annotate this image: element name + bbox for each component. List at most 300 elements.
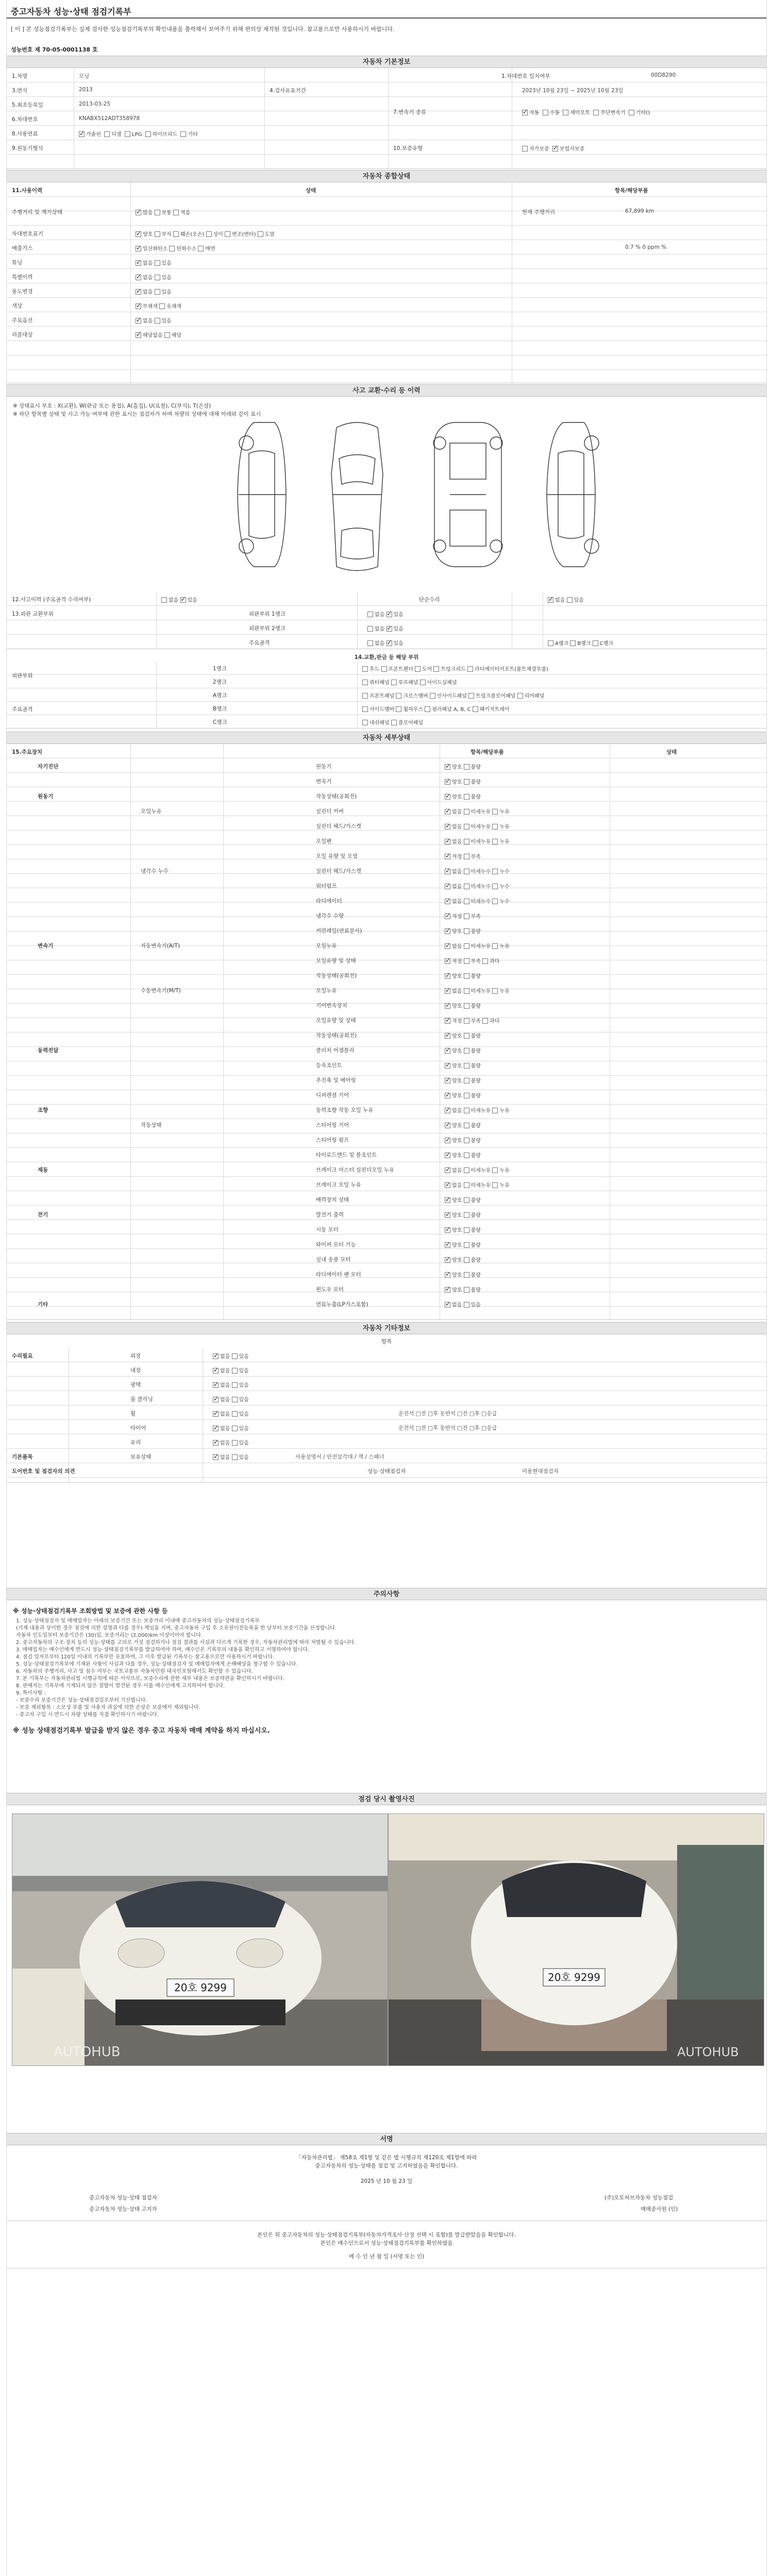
overall-row-label: 배출가스: [12, 245, 33, 251]
record-number-suffix: 호: [92, 46, 98, 53]
detail-item: 기어변속장치: [316, 1003, 347, 1009]
basic-value-1: 모닝: [79, 73, 90, 79]
detail-26-checkbox-0[interactable]: [445, 1153, 450, 1158]
detail-state-options: ✓ 없음 미세누유 누유: [445, 942, 510, 950]
accident-panel-title: 14.교환,판금 등 해당 부위: [354, 654, 419, 660]
overall-row-value: 67,899 km: [625, 208, 654, 214]
detail-state-options: ✓ 양호 불량: [445, 1211, 481, 1218]
detail-16-checkbox-0[interactable]: [445, 1003, 450, 1009]
overall-3-checkbox-1[interactable]: [155, 260, 160, 266]
fuel-hybrid-checkbox[interactable]: [145, 131, 151, 137]
detail-state-options: ✓ 양호 불량: [445, 972, 481, 979]
detail-21-checkbox-0[interactable]: [445, 1078, 450, 1083]
detail-30-checkbox-1[interactable]: [464, 1212, 469, 1218]
detail-19-checkbox-1[interactable]: [464, 1048, 469, 1054]
overall-2-checkbox-2[interactable]: [198, 246, 204, 251]
detail-item: 디퍼렌셜 기어: [316, 1092, 349, 1098]
section-sign: 서명: [7, 2133, 766, 2145]
detail-11-checkbox-1[interactable]: [464, 928, 469, 934]
detail-20-checkbox-1[interactable]: [464, 1063, 469, 1069]
accident-row-label: 12.사고이력 (주요골격 수리여부): [12, 597, 91, 603]
panel-left-outer: 외판부위: [12, 673, 33, 679]
accident-3-checkbox-1[interactable]: [386, 640, 392, 646]
overall-8-checkbox-1[interactable]: [164, 332, 170, 338]
detail-state-options: ✓ 없음 미세누유 누유: [445, 987, 510, 994]
accident-3-checkbox-0[interactable]: [367, 640, 373, 646]
accident-2-checkbox-1[interactable]: [386, 626, 392, 632]
buyer-signature-line[interactable]: 매 수 인 년 월 일 (서명 또는 인): [348, 2253, 425, 2260]
overall-5-checkbox-1[interactable]: [155, 289, 160, 295]
fuel-diesel-checkbox[interactable]: [104, 131, 110, 137]
panel-3-checkbox-2[interactable]: [425, 706, 430, 712]
accident-row-options: 없음 ✓있음: [367, 639, 404, 647]
panel-2-checkbox-0[interactable]: [362, 693, 368, 699]
other-item: 외장: [130, 1353, 141, 1359]
detail-2-checkbox-1[interactable]: [464, 794, 469, 800]
other-label2: 성능·상태점검자: [367, 1468, 406, 1475]
overall-4-checkbox-1[interactable]: [155, 275, 160, 280]
overall-6-checkbox-0[interactable]: [136, 303, 141, 309]
detail-9-checkbox-2[interactable]: [492, 899, 498, 904]
overall-2-checkbox-1[interactable]: [169, 246, 175, 251]
overall-row-label: 주행거리 및 계기상태: [12, 209, 62, 215]
detail-item: 실린더 헤드/가스켓: [316, 823, 362, 829]
detail-8-checkbox-0[interactable]: [445, 884, 450, 889]
detail-24-checkbox-1[interactable]: [464, 1123, 469, 1128]
detail-31-checkbox-0[interactable]: [445, 1227, 450, 1233]
detail-15-checkbox-2[interactable]: [492, 988, 498, 994]
detail-state-options: ✓ 양호 불량: [445, 1226, 481, 1233]
detail-12-checkbox-1[interactable]: [464, 943, 469, 949]
other-item: 보유상태: [130, 1454, 152, 1460]
panel-1-checkbox-1[interactable]: [391, 680, 397, 685]
accident-0-checkbox-0[interactable]: [161, 597, 167, 603]
detail-item: 라디에이터 팬 모터: [316, 1272, 361, 1278]
notes-line: 5. 성능·상태점검기록부에 기재된 사항이 사실과 다를 경우, 성능·상태점검자 및 매매업자에게 손해배상을 청구할 수 있습니다.: [16, 1662, 298, 1667]
detail-6-checkbox-1[interactable]: [464, 854, 469, 859]
title-divider: [7, 18, 766, 19]
detail-item: 작동상태(공회전): [316, 793, 357, 800]
inspector-label: 중고자동차 성능·상태 점검자: [89, 2195, 157, 2201]
detail-11-checkbox-0[interactable]: [445, 928, 450, 934]
detail-item: 변속기: [316, 778, 332, 785]
detail-28-checkbox-0[interactable]: [445, 1182, 450, 1188]
accident2-0-checkbox-1[interactable]: [567, 597, 573, 603]
section-basic-info: 자동차 기본정보: [7, 56, 766, 68]
detail-state-options: ✓ 양호 불량: [445, 927, 481, 935]
detail-34-checkbox-1[interactable]: [464, 1272, 469, 1278]
overall-7-checkbox-0[interactable]: [136, 318, 141, 324]
detail-31-checkbox-1[interactable]: [464, 1227, 469, 1233]
overall-1-checkbox-5[interactable]: [258, 231, 263, 237]
detail-state-options: ✓ 양호 불량: [445, 1031, 481, 1039]
other-0-checkbox-1[interactable]: [232, 1353, 238, 1359]
transmission-auto-checkbox[interactable]: [522, 110, 528, 115]
detail-state-options: ✓ 양호 불량: [445, 1241, 481, 1248]
other-2-checkbox-0[interactable]: [213, 1382, 219, 1388]
other-7-checkbox-0[interactable]: [213, 1454, 219, 1460]
overall-row-note: 현재 주행거리: [522, 209, 556, 215]
detail-9-checkbox-0[interactable]: [445, 899, 450, 904]
other-options: ✓ 없음 있음: [213, 1438, 249, 1446]
overall-row-label: 리콜대상: [12, 332, 33, 338]
panel-4-checkbox-1[interactable]: [391, 720, 397, 725]
other-extra: 운전석 □전 □후 동반석 □전 □후 □응급: [398, 1425, 497, 1431]
detail-9-checkbox-1[interactable]: [464, 899, 469, 904]
detail-2-checkbox-0[interactable]: [445, 794, 450, 800]
detail-27-checkbox-0[interactable]: [445, 1167, 450, 1173]
detail-col-2: 항목/해당부품: [470, 749, 504, 755]
detail-24-checkbox-0[interactable]: [445, 1123, 450, 1128]
other-4-checkbox-1[interactable]: [232, 1411, 238, 1417]
panel-0-checkbox-0[interactable]: [362, 666, 368, 672]
detail-18-checkbox-1[interactable]: [464, 1033, 469, 1039]
overall-col-price: 항목/해당부품: [615, 188, 648, 194]
detail-15-checkbox-0[interactable]: [445, 988, 450, 994]
fuel-other-checkbox[interactable]: [180, 131, 186, 137]
plate-text-front: 20호 9299: [174, 1981, 227, 1994]
other-7-checkbox-1[interactable]: [232, 1454, 238, 1460]
other-0-checkbox-0[interactable]: [213, 1353, 219, 1359]
detail-22-checkbox-0[interactable]: [445, 1093, 450, 1098]
detail-22-checkbox-1[interactable]: [464, 1093, 469, 1098]
detail-26-checkbox-1[interactable]: [464, 1153, 469, 1158]
accident3-3-checkbox-2[interactable]: [593, 640, 598, 646]
document-title: 중고자동차 성능·상태 점검기록부: [11, 7, 131, 16]
detail-8-checkbox-1[interactable]: [464, 884, 469, 889]
detail-14-checkbox-1[interactable]: [464, 973, 469, 979]
detail-group: 제동: [38, 1167, 48, 1173]
notes-line: 자동차 인도일부터 보증기간은 (30)일, 보증거리는 (2,000)km 이상이어야 합니다.: [16, 1633, 203, 1638]
panel-3-checkbox-0[interactable]: [362, 706, 368, 712]
inspection-photo-rear: [388, 1814, 764, 2066]
detail-state-options: ✓ 양호 불량: [445, 792, 481, 800]
notes-line: 9. 특이사항 :: [16, 1690, 46, 1696]
notes-line: 4. 점검 일자로부터 120일 이내의 기록부만 유효하며, 그 이후 발급된 기록부는 참고용으로만 사용하시기 바랍니다.: [16, 1654, 275, 1660]
other-item: 유리: [130, 1439, 141, 1446]
panel-2-checkbox-4[interactable]: [517, 693, 523, 699]
dealer-value: 매매종사원 (인): [641, 2206, 678, 2212]
detail-30-checkbox-0[interactable]: [445, 1212, 450, 1218]
accident-row-label: 13.외판 교환부위: [12, 611, 54, 617]
detail-8-checkbox-2[interactable]: [492, 884, 498, 889]
other-6-checkbox-1[interactable]: [232, 1440, 238, 1446]
section-accident: 사고 교환·수리 등 이력: [7, 384, 766, 397]
detail-col-3: 상태: [666, 749, 677, 755]
basic-label-3b: 7.변속기 종류: [393, 109, 427, 115]
other-5-checkbox-0[interactable]: [213, 1426, 219, 1431]
detail-0-checkbox-1[interactable]: [464, 764, 469, 770]
panel-2-checkbox-3[interactable]: [468, 693, 474, 699]
overall-row-label: 주요옵션: [12, 317, 33, 324]
detail-item: 작동상태(공회전): [316, 973, 357, 979]
sign-line-2: 중고자동차의 성능·상태를 점검 및 고지하였음을 확인합니다.: [315, 2163, 458, 2169]
accident3-3-checkbox-1[interactable]: [570, 640, 576, 646]
basic-label-1: 1.차명: [12, 73, 28, 79]
accident-row-options2: ✓ 없음 있음: [548, 596, 584, 603]
overall-0-checkbox-2[interactable]: [173, 210, 179, 215]
other-options: ✓ 없음 있음: [213, 1352, 249, 1360]
detail-0-checkbox-0[interactable]: [445, 764, 450, 770]
detail-item: 오일유량 및 상태: [316, 1018, 356, 1024]
detail-state-options: ✓ 없음 미세누유 누유: [445, 1166, 510, 1174]
warranty-options: 자가보증 ✓ 보험사보증: [522, 144, 584, 152]
other-options: ✓ 없음 있음: [213, 1410, 249, 1417]
detail-item: 워터펌프: [316, 883, 337, 889]
accident-row-options: 없음 ✓있음: [367, 624, 404, 632]
detail-item: 시동 모터: [316, 1227, 339, 1233]
overall-0-checkbox-1[interactable]: [155, 210, 160, 215]
section-other: 자동차 기타정보: [7, 1322, 766, 1334]
accident-row-label2: 단순수리: [419, 597, 440, 603]
detail-28-checkbox-1[interactable]: [464, 1182, 469, 1188]
fuel-options: ✓ 가솔린 디젤 LPG 하이브리드 기타: [79, 130, 198, 138]
detail-item: 오일 유량 및 오염: [316, 853, 358, 859]
panel-3-checkbox-1[interactable]: [396, 706, 401, 712]
detail-item: 스티어링 기어: [316, 1122, 349, 1128]
detail-17-checkbox-2[interactable]: [482, 1018, 488, 1024]
panel-0-checkbox-4[interactable]: [467, 666, 473, 672]
detail-4-checkbox-0[interactable]: [445, 824, 450, 829]
detail-20-checkbox-0[interactable]: [445, 1063, 450, 1069]
accident-2-checkbox-0[interactable]: [367, 626, 373, 632]
detail-item: 실린더 헤드/가스켓: [316, 868, 362, 874]
overall-0-checkbox-0[interactable]: [136, 210, 141, 215]
detail-10-checkbox-1[interactable]: [464, 913, 469, 919]
detail-group: 자기진단: [38, 764, 59, 770]
car-diagram: [223, 412, 615, 577]
detail-7-checkbox-0[interactable]: [445, 869, 450, 874]
detail-36-checkbox-0[interactable]: [445, 1302, 450, 1308]
detail-item: 발전기 출력: [316, 1212, 344, 1218]
detail-33-checkbox-0[interactable]: [445, 1257, 450, 1263]
panel-2-checkbox-1[interactable]: [396, 693, 401, 699]
detail-3-checkbox-0[interactable]: [445, 809, 450, 815]
detail-item: 오일누유: [316, 943, 337, 949]
notes-line: 3. 매매업자는 매수인에게 반드시 성능·상태점검기록부를 발급하여야 하며, 매수인은 기록부의 내용을 확인하고 서명하여야 합니다.: [16, 1647, 310, 1653]
notes-line: (기재 내용과 상이한 경우 점검에 의한 설명과 다를 경우) 책임을 지며, 중고자동차 구입 후 소유권이전등록을 한 날부터 보증기간을 산정합니다.: [16, 1625, 337, 1631]
detail-state-options: ✓ 양호 불량: [445, 1285, 481, 1293]
panel-1-checkbox-0[interactable]: [362, 680, 368, 685]
detail-23-checkbox-1[interactable]: [464, 1108, 469, 1113]
warranty-self-checkbox[interactable]: [522, 146, 528, 151]
detail-12-checkbox-0[interactable]: [445, 943, 450, 949]
overall-col-item: 11.사용이력: [12, 188, 43, 194]
detail-5-checkbox-2[interactable]: [492, 839, 498, 844]
fuel-gasoline-checkbox[interactable]: [79, 131, 85, 137]
overall-1-checkbox-4[interactable]: [225, 231, 230, 237]
detail-3-checkbox-1[interactable]: [464, 809, 469, 815]
detail-27-checkbox-2[interactable]: [492, 1167, 498, 1173]
overall-row-options: ✓ 많음 보통 적음: [136, 208, 190, 216]
accident-row-extra: A랭크 B랭크 C랭크: [548, 639, 613, 647]
detail-18-checkbox-0[interactable]: [445, 1033, 450, 1039]
other-3-checkbox-1[interactable]: [232, 1397, 238, 1402]
detail-item: 냉각수 수량: [316, 913, 344, 919]
accident-legend-1: ※ 상태표시 부호 : X(교환), W(판금 또는 용접), A(흠집), U(요철), C(부식), T(손상): [13, 403, 211, 409]
detail-state-options: ✓ 없음 미세누수 누수: [445, 867, 510, 875]
basic-value-2b: 2023년 10월 23일 ~ 2025년 10월 23일: [522, 88, 624, 94]
overall-8-checkbox-0[interactable]: [136, 332, 141, 338]
other-group: 수리필요: [12, 1353, 33, 1359]
detail-item: 추진축 및 베어링: [316, 1077, 356, 1083]
detail-35-checkbox-1[interactable]: [464, 1287, 469, 1293]
overall-7-checkbox-1[interactable]: [155, 318, 160, 324]
detail-state-options: ✓ 양호 불량: [445, 1061, 481, 1069]
confirm-line-2: 본인은 매수인으로서 성능·상태점검기록부를 확인하였음: [320, 2240, 453, 2246]
detail-item: 실린더 커버: [316, 808, 344, 815]
inspection-photo-front: [12, 1814, 388, 2066]
panel-rank: A랭크: [213, 692, 227, 699]
detail-6-checkbox-0[interactable]: [445, 854, 450, 859]
panel-4-checkbox-0[interactable]: [362, 720, 368, 725]
basic-label-5: 8.사용연료: [12, 131, 38, 137]
transmission-semi-checkbox[interactable]: [563, 110, 568, 115]
detail-25-checkbox-1[interactable]: [464, 1138, 469, 1143]
detail-state-options: ✓ 없음 미세누수 누수: [445, 882, 510, 890]
detail-7-checkbox-1[interactable]: [464, 869, 469, 874]
detail-13-checkbox-1[interactable]: [464, 958, 469, 964]
overall-1-checkbox-1[interactable]: [155, 231, 160, 237]
other-2-checkbox-1[interactable]: [232, 1382, 238, 1388]
detail-item: 연료누출(LP가스포함): [316, 1301, 368, 1308]
detail-state-options: ✓ 양호 불량: [445, 1270, 481, 1278]
overall-3-checkbox-0[interactable]: [136, 260, 141, 266]
detail-group: 동력전달: [38, 1047, 59, 1054]
detail-state-options: ✓ 적정 부족: [445, 852, 481, 860]
panel-1-checkbox-2[interactable]: [420, 680, 426, 685]
detail-3-checkbox-2[interactable]: [492, 809, 498, 815]
detail-state-options: ✓ 없음 미세누유 누유: [445, 1106, 510, 1114]
detail-4-checkbox-2[interactable]: [492, 824, 498, 829]
accident-row-sub: 외판부위 1랭크: [249, 611, 285, 617]
other-options: ✓ 없음 있음: [213, 1424, 249, 1432]
other-1-checkbox-1[interactable]: [232, 1368, 238, 1374]
other-1-checkbox-0[interactable]: [213, 1368, 219, 1374]
detail-state-options: ✓ 적정 부족 과다: [445, 957, 499, 964]
accident-0-checkbox-1[interactable]: [180, 597, 186, 603]
detail-14-checkbox-0[interactable]: [445, 973, 450, 979]
detail-32-checkbox-1[interactable]: [464, 1242, 469, 1248]
other-3-checkbox-0[interactable]: [213, 1397, 219, 1402]
detail-36-checkbox-1[interactable]: [464, 1302, 469, 1308]
overall-6-checkbox-1[interactable]: [159, 303, 165, 309]
transmission-manual-checkbox[interactable]: [543, 110, 548, 115]
other-extra: 운전석 □전 □후 동반석 □전 □후 □응급: [398, 1411, 497, 1417]
detail-35-checkbox-0[interactable]: [445, 1287, 450, 1293]
notes-line: - 보증 제외항목 : 소모성 부품 및 사용자 과실에 의한 손상은 보증에서 제외됩니다.: [16, 1705, 200, 1710]
notes-line: 6. 자동차의 주행거리, 사고 및 침수 여부는 국토교통부 자동차민원 대국민포털에서도 확인할 수 있습니다.: [16, 1669, 253, 1674]
basic-value-2: 2013: [79, 87, 93, 93]
overall-1-checkbox-2[interactable]: [173, 231, 179, 237]
document: [6, 0, 767, 2576]
detail-group: 원동기: [38, 793, 54, 800]
overall-4-checkbox-0[interactable]: [136, 275, 141, 280]
detail-7-checkbox-2[interactable]: [492, 869, 498, 874]
overall-5-checkbox-0[interactable]: [136, 289, 141, 295]
panel-rank: B랭크: [213, 706, 227, 712]
panel-2-checkbox-2[interactable]: [430, 693, 435, 699]
detail-4-checkbox-1[interactable]: [464, 824, 469, 829]
other-4-checkbox-0[interactable]: [213, 1411, 219, 1417]
detail-15-checkbox-1[interactable]: [464, 988, 469, 994]
detail-21-checkbox-1[interactable]: [464, 1078, 469, 1083]
detail-32-checkbox-0[interactable]: [445, 1242, 450, 1248]
section-notes: 주의사항: [7, 1588, 766, 1600]
detail-10-checkbox-0[interactable]: [445, 913, 450, 919]
detail-17-checkbox-0[interactable]: [445, 1018, 450, 1024]
detail-group: 조향: [38, 1107, 48, 1113]
detail-27-checkbox-1[interactable]: [464, 1167, 469, 1173]
detail-13-checkbox-0[interactable]: [445, 958, 450, 964]
detail-13-checkbox-2[interactable]: [482, 958, 488, 964]
notes-title-1: ※ 성능·상태점검기록부 조회방법 및 보증에 관한 사항 등: [13, 1607, 168, 1615]
transmission-options: ✓ 자동 수동 세미오토 무단변속기 기타(): [522, 108, 650, 116]
detail-17-checkbox-1[interactable]: [464, 1018, 469, 1024]
photo-watermark-rear: AUTOHUB: [677, 2045, 739, 2059]
transmission-other-checkbox[interactable]: [629, 110, 634, 115]
panel-0-checkbox-3[interactable]: [433, 666, 439, 672]
accident-1-checkbox-0[interactable]: [367, 612, 373, 617]
detail-25-checkbox-0[interactable]: [445, 1138, 450, 1143]
detail-5-checkbox-0[interactable]: [445, 839, 450, 844]
accident3-3-checkbox-0[interactable]: [548, 640, 553, 646]
warranty-insurer-checkbox[interactable]: [552, 146, 558, 151]
detail-23-checkbox-2[interactable]: [492, 1108, 498, 1113]
detail-29-checkbox-0[interactable]: [445, 1197, 450, 1203]
accident-1-checkbox-1[interactable]: [386, 612, 392, 617]
detail-1-checkbox-1[interactable]: [464, 779, 469, 785]
detail-sub: 오일누유: [141, 808, 162, 815]
overall-row-options: ✓ 해당없음 해당: [136, 331, 181, 338]
other-6-checkbox-0[interactable]: [213, 1440, 219, 1446]
basic-label-2: 3.연식: [12, 88, 28, 94]
basic-info-table: [7, 68, 766, 169]
detail-5-checkbox-1[interactable]: [464, 839, 469, 844]
detail-29-checkbox-1[interactable]: [464, 1197, 469, 1203]
basic-label-1c: 1.차대번호 일치여부: [501, 73, 550, 79]
detail-34-checkbox-0[interactable]: [445, 1272, 450, 1278]
detail-group: 전기: [38, 1212, 48, 1218]
panel-3-checkbox-3[interactable]: [473, 706, 478, 712]
panel-0-checkbox-1[interactable]: [381, 666, 387, 672]
detail-12-checkbox-2[interactable]: [492, 943, 498, 949]
detail-state-options: ✓ 적정 부족 과다: [445, 1016, 499, 1024]
detail-col-1: 15.주요장치: [12, 749, 43, 755]
accident2-0-checkbox-0[interactable]: [548, 597, 553, 603]
detail-19-checkbox-0[interactable]: [445, 1048, 450, 1054]
other-item: 타이어: [130, 1425, 146, 1431]
detail-28-checkbox-2[interactable]: [492, 1182, 498, 1188]
overall-2-checkbox-0[interactable]: [136, 246, 141, 251]
other-item: 광택: [130, 1382, 141, 1388]
transmission-cvt-checkbox[interactable]: [593, 110, 599, 115]
detail-item: 작동상태(공회전): [316, 1032, 357, 1039]
confirm-line-1: 본인은 위 중고자동차의 성능·상태점검기록부(자동차가격조사·산정 선택 시 포함)를 발급받았음을 확인합니다.: [257, 2232, 516, 2238]
detail-1-checkbox-0[interactable]: [445, 779, 450, 785]
overall-1-checkbox-3[interactable]: [206, 231, 212, 237]
overall-1-checkbox-0[interactable]: [136, 231, 141, 237]
overall-row-label: 색상: [12, 303, 23, 309]
panel-0-checkbox-2[interactable]: [415, 666, 421, 672]
detail-33-checkbox-1[interactable]: [464, 1257, 469, 1263]
notes-line: 2. 중고자동차의 구조·장치 등의 성능·상태를 고의로 거짓 점검하거나 점검 결과를 사실과 다르게 기록한 경우, 자동차관리법에 따라 처벌될 수 있습니다.: [16, 1640, 356, 1646]
fuel-lpg-checkbox[interactable]: [125, 131, 130, 137]
detail-state-options: ✓ 적정 부족: [445, 912, 481, 920]
detail-16-checkbox-1[interactable]: [464, 1003, 469, 1009]
detail-23-checkbox-0[interactable]: [445, 1108, 450, 1113]
other-5-checkbox-1[interactable]: [232, 1426, 238, 1431]
